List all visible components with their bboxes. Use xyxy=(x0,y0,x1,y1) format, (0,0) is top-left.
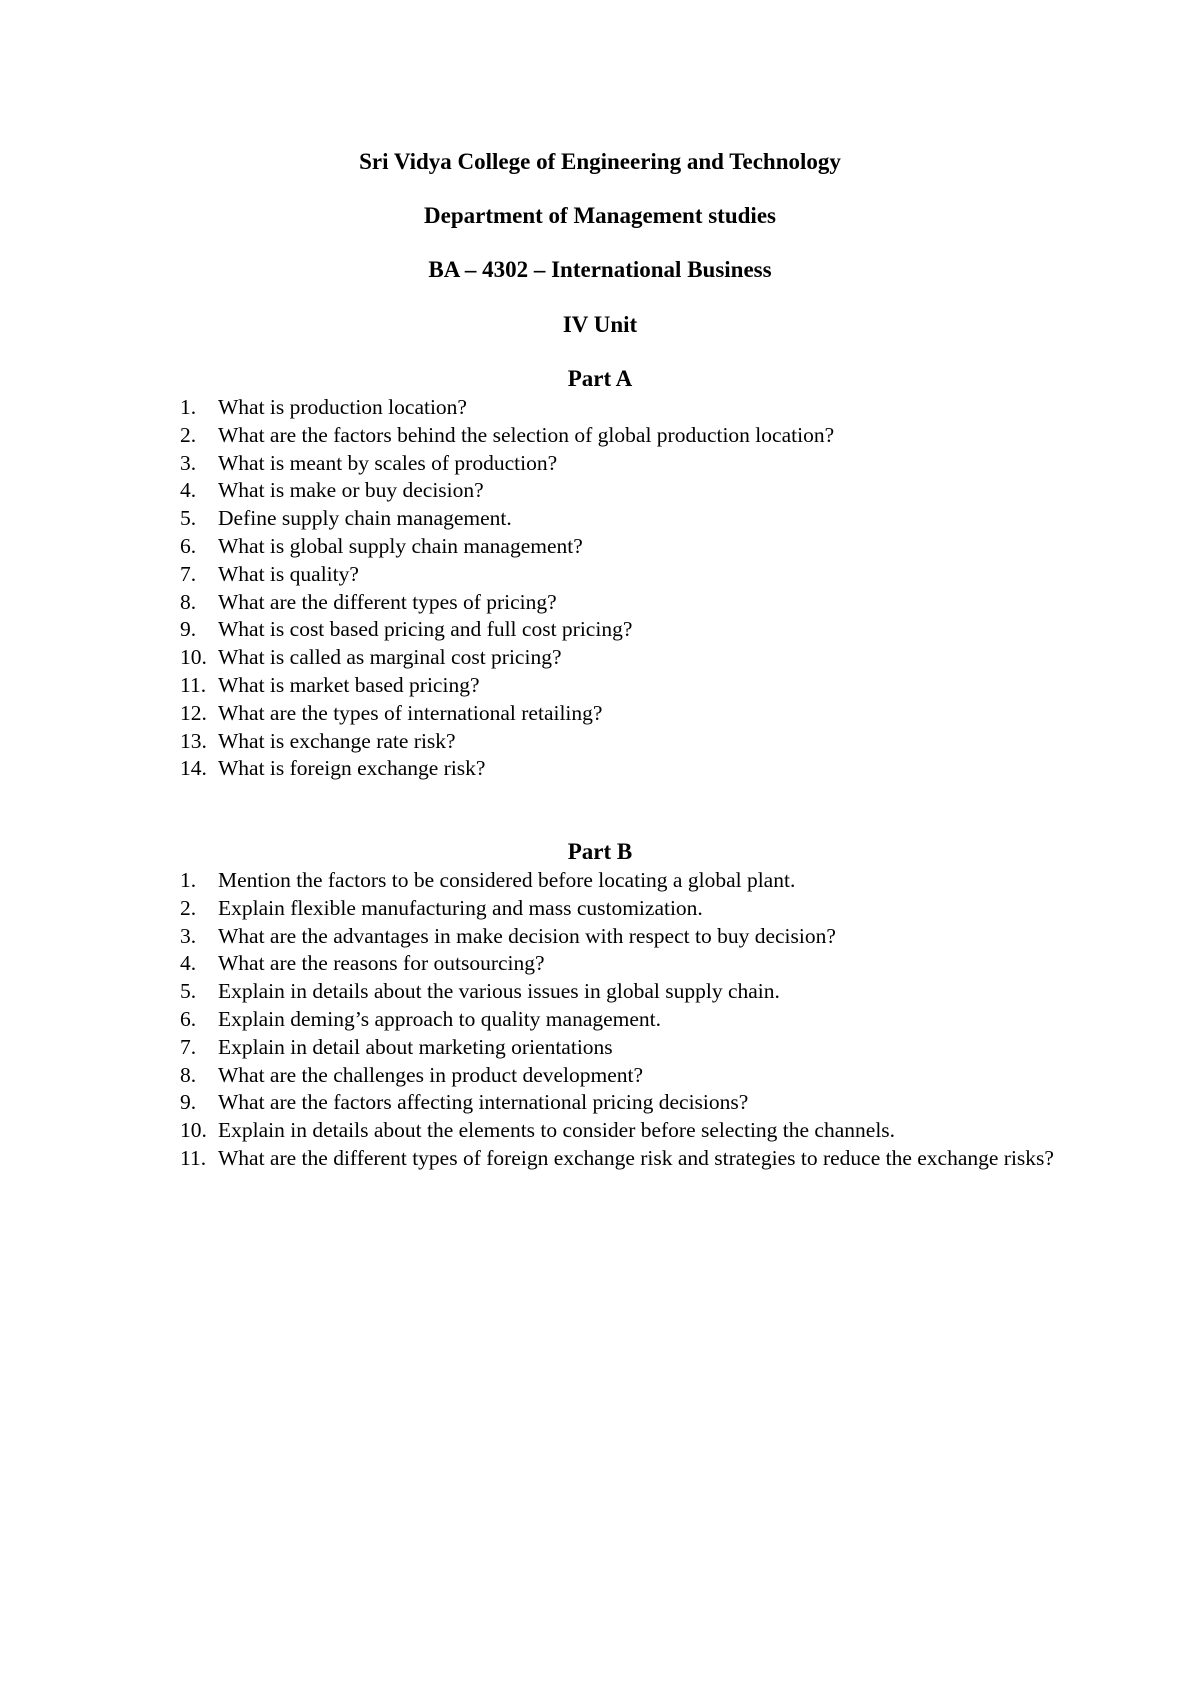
question-number: 3. xyxy=(180,923,197,948)
question-item xyxy=(180,1145,1060,1173)
question-number: 14. xyxy=(180,756,207,781)
question-item xyxy=(180,728,1060,756)
question-number: 1. xyxy=(180,868,197,892)
question-text: What is called as marginal cost pricing? xyxy=(218,645,562,670)
question-text: What is global supply chain management? xyxy=(218,533,583,558)
question-item xyxy=(180,644,1060,672)
question-text: What are the advantages in make decision with respect to buy decision? xyxy=(218,923,836,948)
question-text: What are the factors affecting international pricing decisions? xyxy=(218,1090,749,1115)
question-number: 5. xyxy=(180,506,197,531)
question-number: 8. xyxy=(180,589,197,614)
question-number: 2. xyxy=(180,895,197,920)
question-item xyxy=(180,1117,1060,1145)
question-number: 10. xyxy=(180,1118,207,1143)
question-text: What are the challenges in product development? xyxy=(218,1062,644,1087)
question-text: What is meant by scales of production? xyxy=(218,450,558,475)
question-number: 10. xyxy=(180,645,207,670)
question-item xyxy=(180,672,1060,700)
question-number: 12. xyxy=(180,700,207,725)
question-text: What is make or buy decision? xyxy=(218,478,484,503)
question-number: 3. xyxy=(180,450,197,475)
unit-title: IV Unit xyxy=(562,312,638,337)
question-text: Explain flexible manufacturing and mass customization. xyxy=(218,895,703,920)
department-name: Department of Management studies xyxy=(424,203,776,228)
question-item xyxy=(180,422,1060,450)
question-item xyxy=(180,533,1060,561)
question-text: What is market based pricing? xyxy=(218,672,480,697)
question-text: What is exchange rate risk? xyxy=(218,728,456,753)
question-text: Define supply chain management. xyxy=(218,506,512,531)
question-number: 7. xyxy=(180,1034,197,1059)
question-item xyxy=(180,950,1060,978)
question-text: What is quality? xyxy=(218,561,359,586)
question-item xyxy=(180,589,1060,617)
question-number: 13. xyxy=(180,728,207,753)
question-text: What are the different types of pricing? xyxy=(218,589,557,614)
question-item xyxy=(180,1034,1060,1062)
question-item xyxy=(180,978,1060,1006)
question-number: 4. xyxy=(180,478,197,503)
question-number: 1. xyxy=(180,395,197,419)
question-number: 6. xyxy=(180,1006,197,1031)
question-item xyxy=(180,394,1060,422)
question-item xyxy=(180,477,1060,505)
question-text: What are the factors behind the selection of global production location? xyxy=(218,422,835,447)
question-item xyxy=(180,1062,1060,1090)
question-text: Explain deming’s approach to quality management. xyxy=(218,1006,662,1031)
question-item xyxy=(180,561,1060,589)
question-item xyxy=(180,700,1060,728)
question-text: Mention the factors to be considered before locating a global plant. xyxy=(218,868,796,892)
question-text: What are the different types of foreign exchange risk and strategies to reduce the exchange risks? xyxy=(218,1145,1054,1170)
part-a-title: Part A xyxy=(567,366,633,391)
question-number: 7. xyxy=(180,561,197,586)
question-number: 11. xyxy=(180,672,207,697)
question-number: 6. xyxy=(180,533,197,558)
question-text: What is cost based pricing and full cost pricing? xyxy=(218,617,633,642)
question-text: What are the reasons for outsourcing? xyxy=(218,951,545,976)
question-item xyxy=(180,450,1060,478)
question-number: 9. xyxy=(180,1090,197,1115)
question-text: Explain in details about the elements to consider before selecting the channels. xyxy=(218,1118,896,1143)
part-b-question-list xyxy=(180,867,1060,1173)
question-item xyxy=(180,1089,1060,1117)
part-a-question-list xyxy=(180,394,1060,783)
question-text: Explain in detail about marketing orientations xyxy=(218,1034,613,1059)
question-number: 8. xyxy=(180,1062,197,1087)
question-number: 5. xyxy=(180,979,197,1004)
course-title: BA – 4302 – International Business xyxy=(428,257,772,282)
question-item xyxy=(180,923,1060,951)
question-item xyxy=(180,505,1060,533)
college-name: Sri Vidya College of Engineering and Technology xyxy=(359,149,841,174)
question-number: 2. xyxy=(180,422,197,447)
question-text: What is foreign exchange risk? xyxy=(218,756,486,781)
question-number: 9. xyxy=(180,617,197,642)
question-text: What is production location? xyxy=(218,395,467,419)
question-item xyxy=(180,867,1060,895)
part-b-title: Part B xyxy=(567,839,633,864)
question-number: 4. xyxy=(180,951,197,976)
question-item xyxy=(180,616,1060,644)
question-text: Explain in details about the various issues in global supply chain. xyxy=(218,979,780,1004)
question-text: What are the types of international retailing? xyxy=(218,700,603,725)
question-number: 11. xyxy=(180,1145,207,1170)
question-item xyxy=(180,895,1060,923)
question-item xyxy=(180,1006,1060,1034)
question-item xyxy=(180,755,1060,783)
